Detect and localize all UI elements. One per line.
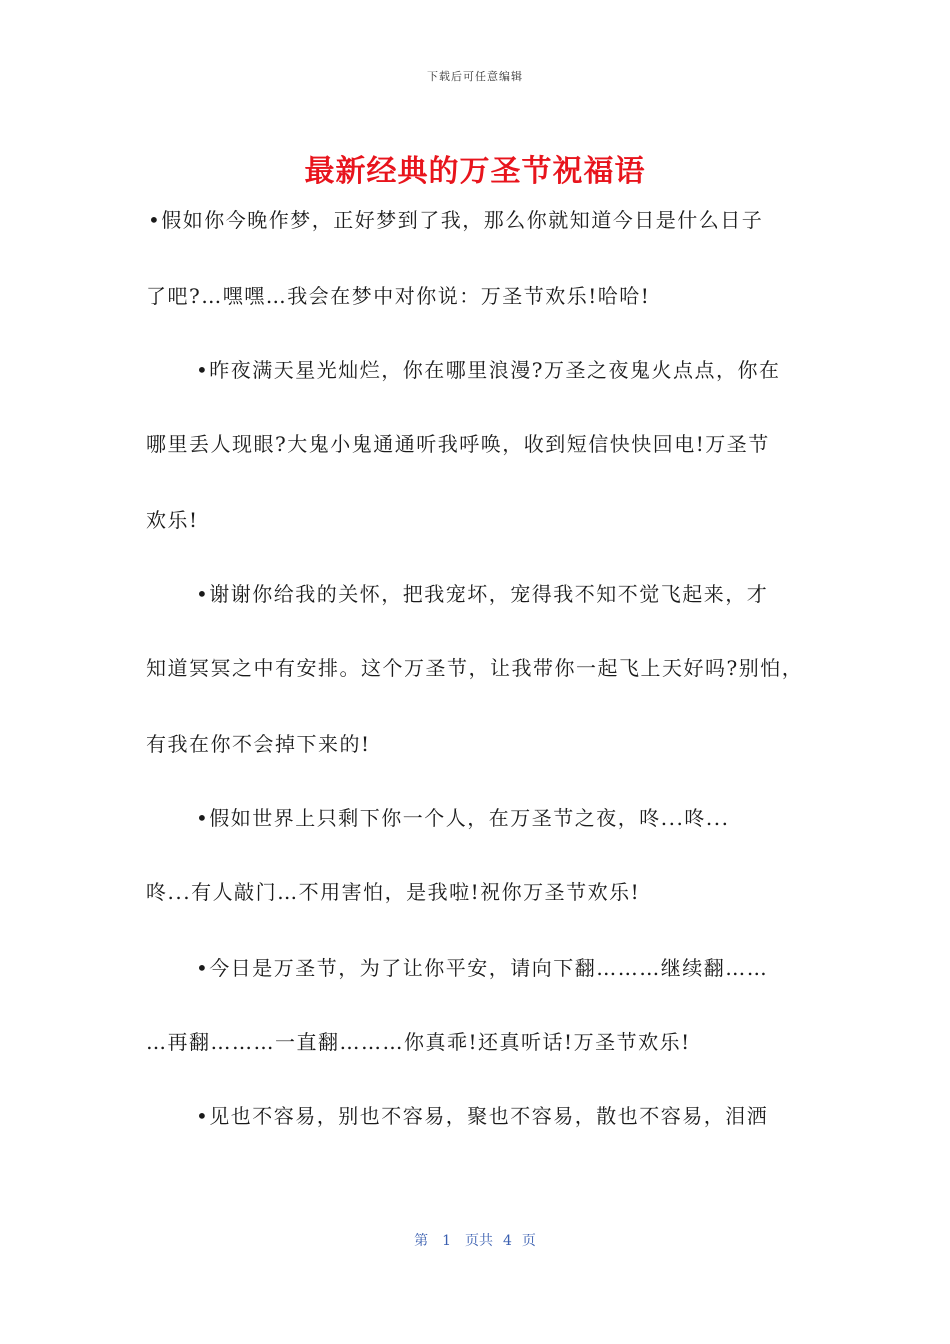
footer-middle: 页共 bbox=[465, 1233, 493, 1249]
document-title: 最新经典的万圣节祝福语 bbox=[304, 154, 646, 189]
footer-page-number: 1 bbox=[442, 1233, 451, 1249]
paragraph-4-line-1: •假如世界上只剩下你一个人，在万圣节之夜，咚...咚... bbox=[196, 806, 730, 830]
footer-suffix: 页 bbox=[521, 1233, 536, 1249]
footer-total-pages: 4 bbox=[503, 1233, 512, 1249]
paragraph-3-line-2: 知道冥冥之中有安排。这个万圣节，让我带你一起飞上天好吗?别怕， bbox=[146, 656, 804, 680]
paragraph-5-line-2: …再翻………一直翻………你真乖!还真听话!万圣节欢乐! bbox=[146, 1030, 691, 1054]
paragraph-1-line-1: •假如你今晚作梦，正好梦到了我，那么你就知道今日是什么日子 bbox=[148, 208, 764, 232]
paragraph-3-line-3: 有我在你不会掉下来的! bbox=[146, 732, 371, 756]
paragraph-2-line-2: 哪里丢人现眼?大鬼小鬼通通听我呼唤，收到短信快快回电!万圣节 bbox=[146, 432, 770, 456]
footer-prefix: 第 bbox=[414, 1233, 429, 1249]
paragraph-2-line-1: •昨夜满天星光灿烂，你在哪里浪漫?万圣之夜鬼火点点，你在 bbox=[196, 358, 781, 382]
paragraph-6-line-1: •见也不容易，别也不容易，聚也不容易，散也不容易，泪洒 bbox=[196, 1104, 769, 1128]
paragraph-3-line-1: •谢谢你给我的关怀，把我宠坏，宠得我不知不觉飞起来，才 bbox=[196, 582, 769, 606]
paragraph-4-line-2: 咚...有人敲门…不用害怕，是我啦!祝你万圣节欢乐! bbox=[146, 880, 641, 904]
paragraph-2-line-3: 欢乐! bbox=[146, 508, 199, 532]
paragraph-5-line-1: •今日是万圣节，为了让你平安，请向下翻………继续翻…… bbox=[196, 956, 769, 980]
paragraph-1-line-2: 了吧?…嘿嘿…我会在梦中对你说：万圣节欢乐!哈哈! bbox=[146, 284, 651, 308]
header-note: 下载后可任意编辑 bbox=[427, 70, 523, 83]
page-footer bbox=[0, 1230, 950, 1250]
